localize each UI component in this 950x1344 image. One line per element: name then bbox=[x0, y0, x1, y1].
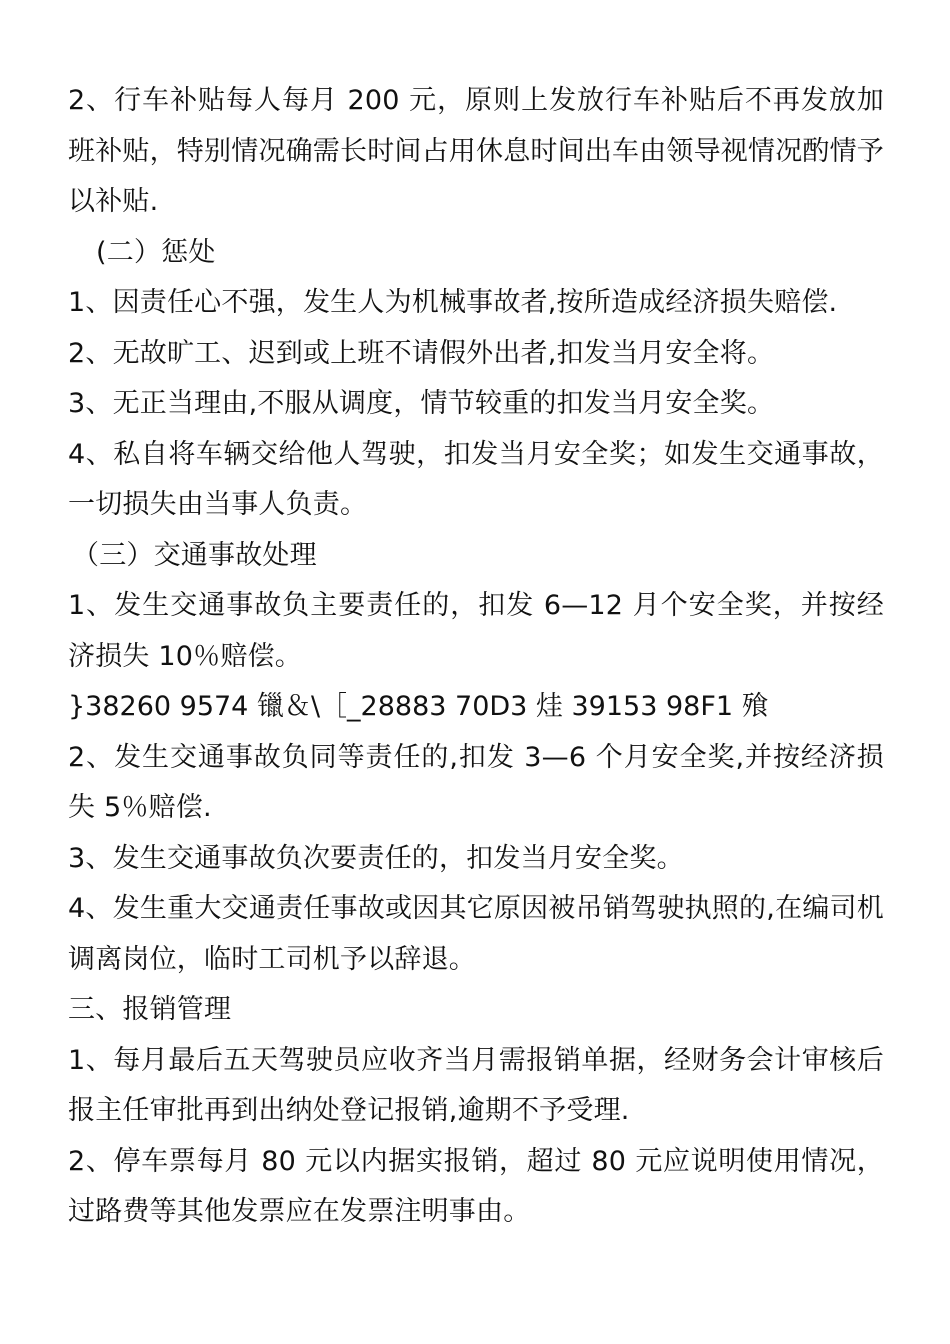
paragraph-accident-3: 3、发生交通事故负次要责任的，扣发当月安全奖。 bbox=[68, 842, 684, 874]
section-heading-penalties: (二）惩处 bbox=[96, 236, 216, 268]
section-heading-accident-handling: （三）交通事故处理 bbox=[72, 539, 317, 571]
section-heading-reimbursement: 三、报销管理 bbox=[68, 994, 232, 1025]
paragraph-penalty-2: 2、无故旷工、迟到或上班不请假外出者,扣发当月安全将。 bbox=[68, 337, 775, 369]
paragraph-accident-4: 4、发生重大交通责任事故或因其它原因被吊销驾驶执照的,在编司机调离岗位，临时工司机予以辞退。 bbox=[68, 893, 884, 975]
paragraph-driving-allowance: 2、行车补贴每人每月 200 元，原则上发放行车补贴后不再发放加班补贴，特别情况确需长时间占用休息时间出车由领导视情况酌情予以补贴. bbox=[68, 85, 884, 217]
paragraph-garbled-code: }38260 9574 镴＆\［_28883 70D3 烓 39153 98F1 飱 bbox=[68, 691, 769, 722]
paragraph-reimbursement-2: 2、停车票每月 80 元以内据实报销，超过 80 元应说明使用情况，过路费等其他发票应在发票注明事由。 bbox=[68, 1145, 884, 1227]
paragraph-reimbursement-1: 1、每月最后五天驾驶员应收齐当月需报销单据，经财务会计审核后报主任审批再到出纳处登记报销,逾期不予受理. bbox=[68, 1044, 884, 1126]
paragraph-penalty-4: 4、私自将车辆交给他人驾驶，扣发当月安全奖；如发生交通事故，一切损失由当事人负责。 bbox=[68, 438, 884, 520]
paragraph-accident-1: 1、发生交通事故负主要责任的，扣发 6—12 月个安全奖，并按经济损失 10％赔偿。 bbox=[68, 590, 884, 672]
paragraph-penalty-1: 1、因责任心不强，发生人为机械事故者,按所造成经济损失赔偿. bbox=[68, 287, 838, 318]
paragraph-accident-2: 2、发生交通事故负同等责任的,扣发 3—6 个月安全奖,并按经济损失 5％赔偿. bbox=[68, 741, 884, 823]
paragraph-penalty-3: 3、无正当理由,不服从调度，情节较重的扣发当月安全奖。 bbox=[68, 388, 775, 419]
document-body bbox=[68, 76, 884, 1238]
